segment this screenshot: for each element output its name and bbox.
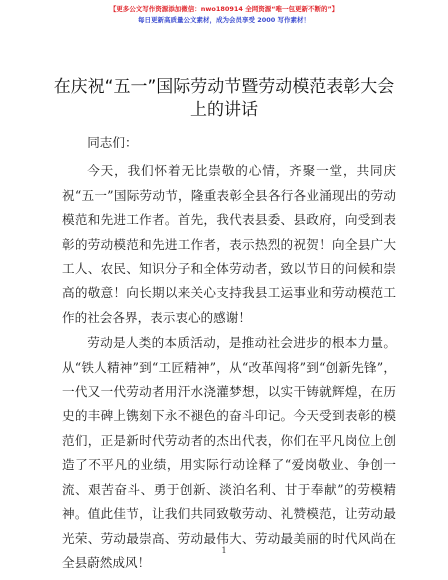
promo-line-2: 每日更新高质量公文素材，成为会员享受 2000 写作素材！ xyxy=(137,16,311,24)
paragraph-1: 今天，我们怀着无比崇敬的心情，齐聚一堂，共同庆祝“五一”国际劳动节，隆重表彰全县各行各业涌现出的劳动模范和先进工作者。首先，我代表县委、县政府，向受到表彰的劳动模范和先进工作者，表示热烈的祝贺！向全县广大工人、农民、知识分子和全体劳动者，致以节日的问候和崇高的敬意！向长期以来关心支持我县工运事业和劳动模范工作的社会各界，表示衷心的感谢！ xyxy=(62,163,396,325)
page-number: 1 xyxy=(221,546,227,555)
document-title: 在庆祝“五一”国际劳动节暨劳动模范表彰大会上的讲话 xyxy=(53,77,395,120)
document-body xyxy=(62,131,396,575)
paragraph-2: 劳动是人类的本质活动，是推动社会进步的根本力量。从“铁人精神”到“工匠精神”，从“改革闯将”到“创新先锋”，一代又一代劳动者用汗水浇灌梦想，以实干铸就辉煌，在历史的丰碑上镌刻下永不褪色的奋斗印记。今天受到表彰的模范们，正是新时代劳动者的杰出代表，你们在平凡岗位上创造了不平凡的业绩，用实际行动诠释了“爱岗敬业、争创一流、艰苦奋斗、勇于创新、淡泊名利、甘于奉献”的劳模精神。值此佳节，让我们共同致敬劳动、礼赞模范，让劳动最光荣、劳动最崇高、劳动最伟大、劳动最美丽的时代风尚在全县蔚然成风！ xyxy=(62,335,396,570)
promo-banner xyxy=(0,4,448,26)
salutation: 同志们： xyxy=(87,135,138,150)
promo-line-1: 【更多公文写作资源添加微信：nwo180914 全网资源“唯一包更新不断的”】 xyxy=(109,5,339,13)
